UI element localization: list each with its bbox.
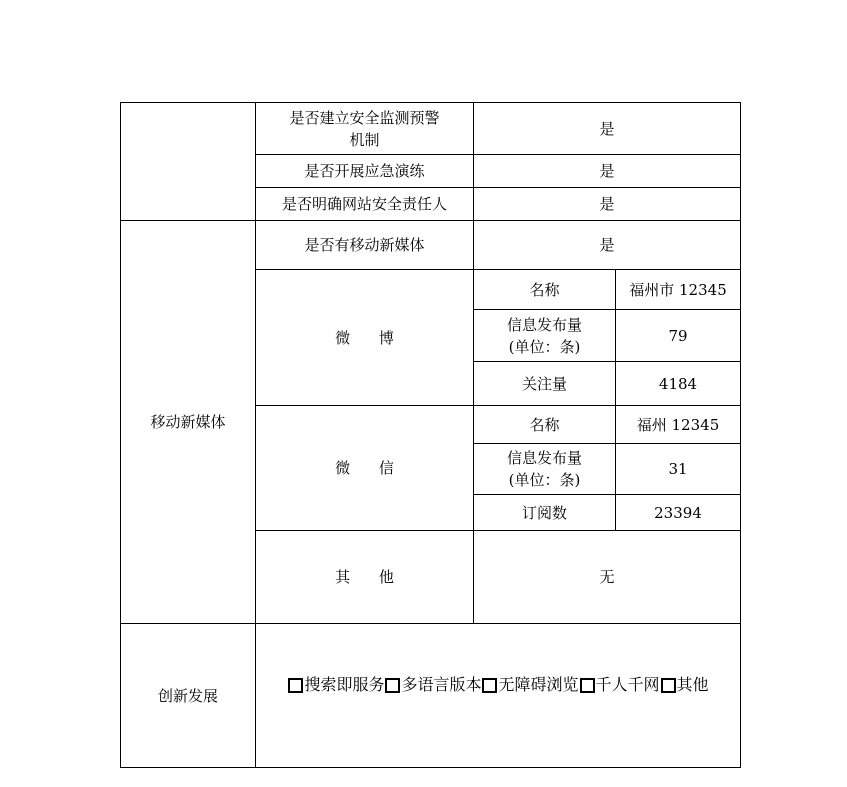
weibo-label [255,269,474,406]
innovation-options-cell [255,623,741,768]
wechat-label-text: 微 信 [335,459,406,477]
weibo-posts-label [473,309,616,362]
wechat-subscribers-value: 23394 [615,494,741,531]
has-new-media-value: 是 [473,220,741,270]
other-value: 无 [473,530,741,624]
weibo-posts-label-line2: (单位：条) [508,337,581,356]
drill-label: 是否开展应急演练 [255,154,474,188]
weibo-followers-label: 关注量 [473,361,616,406]
innovation-options [287,674,708,696]
has-new-media-label: 是否有移动新媒体 [255,220,474,270]
innovation-checkbox-3[interactable] [580,678,595,693]
monitoring-label-line1: 是否建立安全监测预警 [289,108,440,127]
monitoring-label [255,102,474,155]
wechat-name-label: 名称 [473,405,616,444]
other-label-text: 其 他 [335,568,406,586]
innovation-checkbox-4[interactable] [661,678,676,693]
wechat-label [255,405,474,531]
innovation-label: 创新发展 [120,623,256,768]
weibo-name-value: 福州市 12345 [615,269,741,310]
wechat-posts-label [473,443,616,495]
innovation-checkbox-0[interactable] [288,678,303,693]
innovation-option-3: 千人千网 [595,675,660,694]
innovation-option-0: 搜索即服务 [304,675,385,694]
innovation-checkbox-2[interactable] [482,678,497,693]
wechat-posts-label-line1: 信息发布量 [506,449,582,467]
other-label [255,530,474,624]
wechat-name-value: 福州 12345 [615,405,741,444]
innovation-checkbox-1[interactable] [385,678,400,693]
wechat-subscribers-label: 订阅数 [473,494,616,531]
innovation-option-2: 无障碍浏览 [498,675,579,694]
new-media-section-label: 移动新媒体 [120,220,256,624]
weibo-posts-value: 79 [615,309,741,362]
wechat-posts-value: 31 [615,443,741,495]
weibo-label-text: 微 博 [335,328,406,347]
drill-value: 是 [473,154,741,188]
innovation-option-4: 其他 [676,675,709,694]
wechat-posts-label-line2: (单位：条) [508,471,581,489]
security-section-cell [120,102,256,221]
responsible-value: 是 [473,187,741,221]
weibo-followers-value: 4184 [615,361,741,406]
monitoring-value: 是 [473,102,741,155]
weibo-posts-label-line1: 信息发布量 [506,315,582,334]
innovation-option-1: 多语言版本 [401,675,482,694]
weibo-name-label: 名称 [473,269,616,310]
monitoring-label-line2: 机制 [349,130,380,149]
responsible-label: 是否明确网站安全责任人 [255,187,474,221]
